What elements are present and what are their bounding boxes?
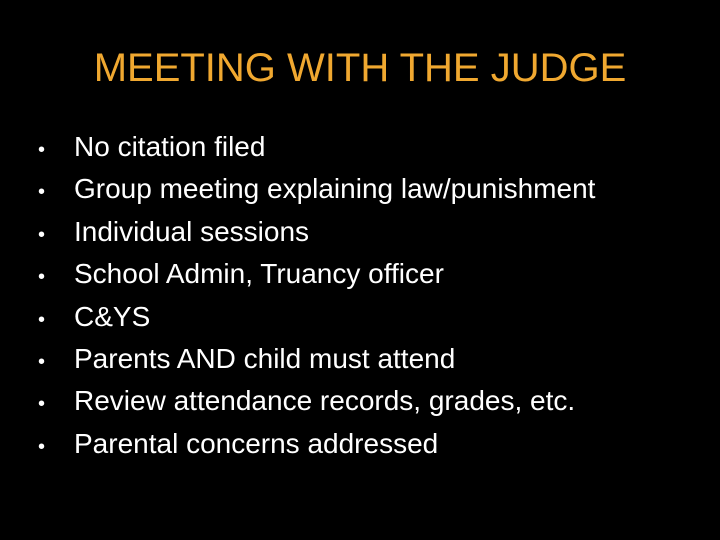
- bullet-icon: •: [38, 139, 46, 161]
- slide-title: MEETING WITH THE JUDGE: [93, 46, 627, 90]
- list-item: [38, 338, 708, 380]
- list-item: [38, 423, 708, 465]
- bullet-text: Individual sessions: [74, 215, 310, 247]
- bullet-icon: •: [38, 393, 46, 416]
- bullet-text: School Admin, Truancy officer: [74, 258, 444, 290]
- bullet-list: [38, 126, 708, 465]
- bullet-icon: •: [38, 266, 46, 289]
- bullet-icon: •: [38, 223, 46, 246]
- bullet-icon: •: [38, 181, 46, 204]
- bullet-text: Review attendance records, grades, etc.: [74, 385, 576, 417]
- list-item: [38, 126, 708, 168]
- list-item: [38, 380, 708, 422]
- list-item: [38, 211, 708, 253]
- bullet-icon: •: [38, 435, 46, 458]
- bullet-text: Group meeting explaining law/punishment: [74, 173, 596, 205]
- list-item: [38, 296, 708, 338]
- bullet-text: C&YS: [74, 300, 151, 332]
- list-item: [38, 168, 708, 210]
- list-item: [38, 253, 708, 295]
- bullet-text: Parents AND child must attend: [74, 342, 456, 374]
- bullet-text: No citation filed: [74, 131, 266, 162]
- bullet-icon: •: [38, 350, 46, 373]
- bullet-text: Parental concerns addressed: [74, 427, 439, 459]
- bullet-icon: •: [38, 308, 46, 331]
